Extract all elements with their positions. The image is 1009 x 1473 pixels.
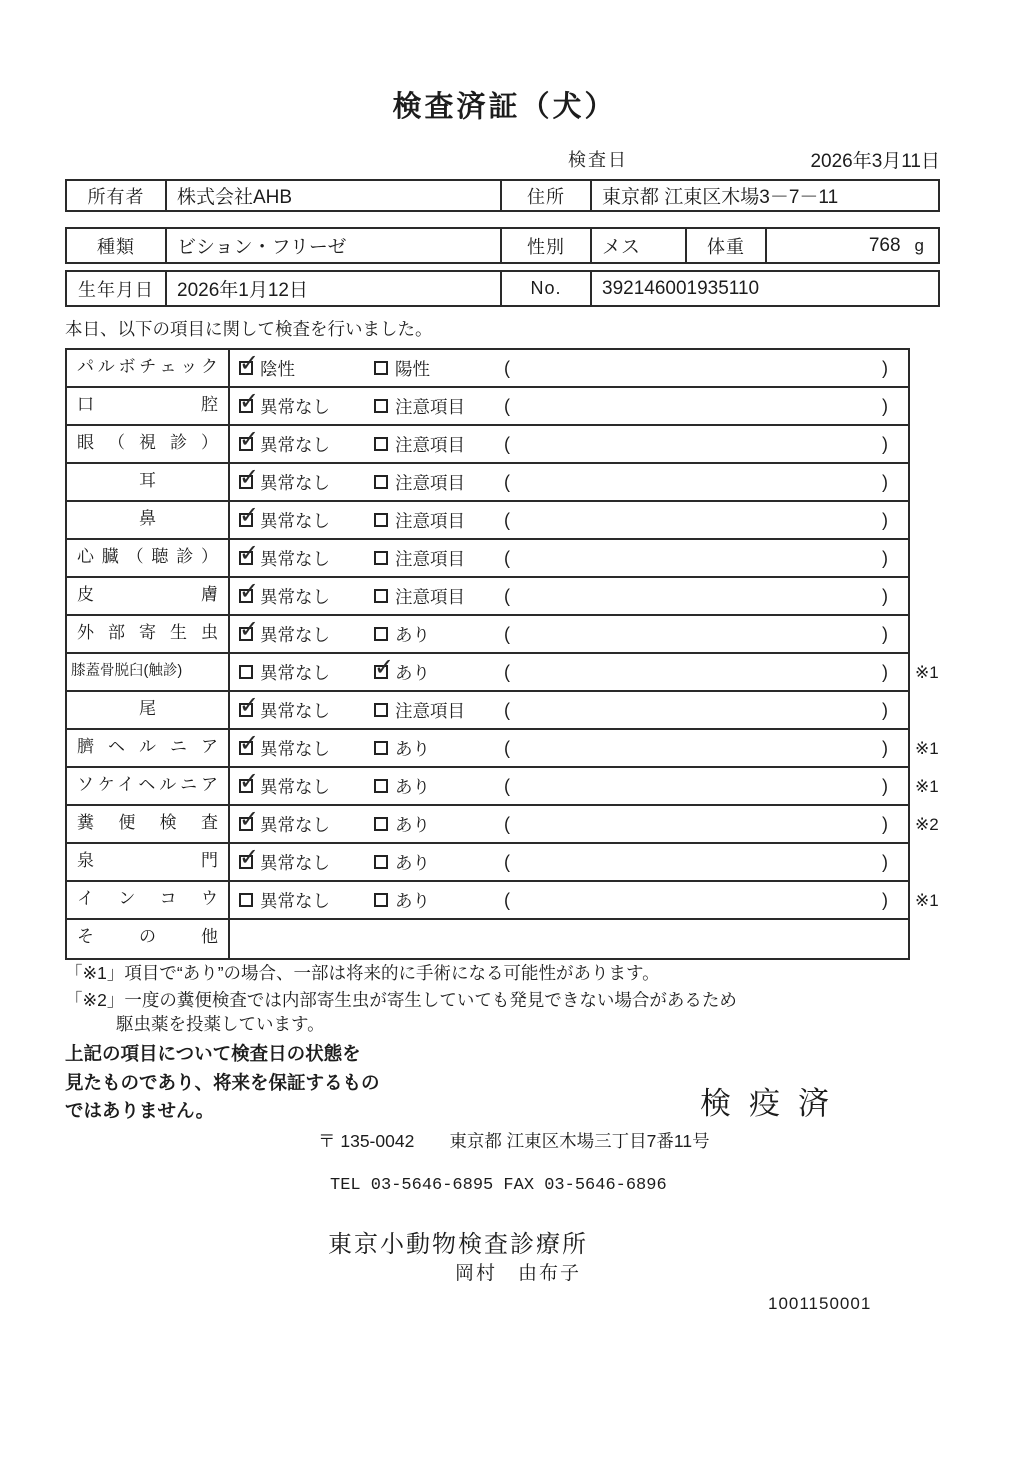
inspection-row-content: [230, 768, 908, 804]
disclaimer-line-3: ではありません。: [65, 1100, 215, 1121]
weight-cell: [767, 229, 938, 262]
inspection-item-label: 鼻: [67, 502, 230, 538]
option-2: [365, 850, 500, 875]
option-1-label: 異常なし: [260, 738, 330, 759]
checkmark-icon: ✓: [239, 540, 260, 567]
inspection-item-label: 眼（視診）: [67, 426, 230, 462]
checkbox-option-2: [374, 551, 388, 565]
inspection-item-label: 泉門: [67, 844, 230, 880]
option-1-label: 異常なし: [260, 472, 330, 493]
checkmark-icon: ✓: [374, 654, 395, 681]
option-2: [365, 736, 500, 761]
breed-row: [65, 227, 940, 264]
footnote-mark: [915, 540, 959, 578]
owner-label: 所有者: [67, 181, 167, 210]
checkmark-icon: ✓: [239, 806, 260, 833]
paren-open: (: [504, 813, 510, 834]
option-2-label: 注意項目: [395, 396, 465, 417]
owner-value: 株式会社AHB: [167, 181, 502, 210]
disclaimer-line-1: 上記の項目について検査日の状態を: [65, 1043, 361, 1064]
inspection-date-value: 2026年3月11日: [810, 151, 940, 172]
remarks-parentheses: [500, 510, 908, 531]
option-1-label: 異常なし: [260, 396, 330, 417]
option-1: [230, 660, 365, 685]
footnote-mark: [915, 578, 959, 616]
option-2-label: 注意項目: [395, 700, 465, 721]
checkmark-icon: ✓: [239, 730, 260, 757]
inspection-row-content: [230, 426, 908, 462]
checkbox-option-1: [239, 502, 260, 529]
checkmark-icon: ✓: [239, 844, 260, 871]
option-2: [365, 546, 500, 571]
option-1-label: 異常なし: [260, 624, 330, 645]
option-1-label: 異常なし: [260, 510, 330, 531]
inspection-row: [67, 502, 908, 540]
checkbox-option-1: [239, 616, 260, 643]
checkbox-option-1: [239, 540, 260, 567]
paren-close: ): [882, 775, 888, 796]
checkbox-option-2: [374, 893, 388, 907]
inspection-row-content: [230, 692, 908, 728]
inspection-item-label: その他: [67, 920, 230, 958]
inspection-date-label: 検査日: [568, 150, 628, 170]
paren-close: ): [882, 661, 888, 682]
option-2: [365, 698, 500, 723]
remarks-parentheses: [500, 548, 908, 569]
paren-close: ): [882, 547, 888, 568]
inspection-row: [67, 692, 908, 730]
inspection-item-label: 糞便検査: [67, 806, 230, 842]
checkbox-option-1: [239, 806, 260, 833]
checkbox-option-1: [239, 692, 260, 719]
inspection-row-content: [230, 540, 908, 576]
option-2-label: 注意項目: [395, 510, 465, 531]
inspection-row: [67, 388, 908, 426]
option-2: [365, 470, 500, 495]
option-2: [365, 812, 500, 837]
inspection-row: [67, 920, 908, 958]
inspection-row-content: [230, 882, 908, 918]
option-1: [230, 888, 365, 913]
inspection-row-content: [230, 616, 908, 652]
option-2: [365, 394, 500, 419]
option-1: [230, 426, 365, 457]
checkbox-option-1: [239, 426, 260, 453]
paren-close: ): [882, 737, 888, 758]
checkmark-icon: ✓: [239, 692, 260, 719]
inspection-row: [67, 616, 908, 654]
intro-text: 本日、以下の項目に関して検査を行いました。: [65, 319, 433, 339]
option-2: [365, 622, 500, 647]
paren-close: ): [882, 433, 888, 454]
paren-open: (: [504, 851, 510, 872]
option-2-label: あり: [395, 662, 430, 683]
footnote-2-continued: 駆虫薬を投薬しています。: [116, 1014, 325, 1034]
paren-close: ): [882, 889, 888, 910]
address-label: 住所: [502, 181, 592, 210]
inspection-item-label: 耳: [67, 464, 230, 500]
checkmark-icon: ✓: [239, 768, 260, 795]
inspection-row: [67, 350, 908, 388]
footnote-mark: ※1: [915, 777, 939, 796]
option-2-label: 注意項目: [395, 586, 465, 607]
remarks-parentheses: [500, 358, 908, 379]
remarks-parentheses: [500, 624, 908, 645]
footnote-mark: [915, 502, 959, 540]
checkbox-option-2: [374, 589, 388, 603]
option-1-label: 異常なし: [260, 586, 330, 607]
checkbox-option-1: [239, 350, 260, 377]
footnote-mark: [915, 350, 959, 388]
inspection-row: [67, 464, 908, 502]
inspection-row: [67, 578, 908, 616]
inspection-row-content: [230, 350, 908, 386]
birthdate-row: [65, 270, 940, 307]
checkbox-option-2: [374, 855, 388, 869]
clinic-phone: TEL 03-5646-6895 FAX 03-5646-6896: [330, 1176, 667, 1195]
option-2-label: あり: [395, 738, 430, 759]
inspection-item-label: 臍ヘルニア: [67, 730, 230, 766]
inspection-row: [67, 426, 908, 464]
remarks-parentheses: [500, 586, 908, 607]
checkbox-option-2: [374, 741, 388, 755]
footnote-mark: ※1: [915, 891, 939, 910]
option-1-label: 異常なし: [260, 890, 330, 911]
checkbox-option-1: [239, 388, 260, 415]
option-1: [230, 350, 365, 381]
option-1: [230, 616, 365, 647]
remarks-parentheses: [500, 814, 908, 835]
checkbox-option-1: [239, 844, 260, 871]
paren-open: (: [504, 395, 510, 416]
inspection-table: [65, 348, 939, 960]
paren-close: ): [882, 471, 888, 492]
weight-value: 768: [868, 234, 901, 256]
option-2-label: 陽性: [395, 358, 430, 379]
remarks-parentheses: [500, 396, 908, 417]
option-2-label: あり: [395, 624, 430, 645]
option-2-label: 注意項目: [395, 472, 465, 493]
option-1: [230, 806, 365, 837]
paren-close: ): [882, 585, 888, 606]
inspection-row: [67, 654, 939, 692]
option-2-label: あり: [395, 890, 430, 911]
checkbox-option-2: [374, 475, 388, 489]
inspection-row: [67, 844, 908, 882]
checkbox-option-2: [374, 817, 388, 831]
option-1-label: 異常なし: [260, 548, 330, 569]
inspection-row-content: [230, 806, 908, 842]
paren-open: (: [504, 547, 510, 568]
option-1-label: 異常なし: [260, 852, 330, 873]
inspection-row-content: [230, 578, 908, 614]
option-1: [230, 692, 365, 723]
paren-close: ): [882, 509, 888, 530]
option-1-label: 陰性: [260, 358, 295, 379]
remarks-parentheses: [500, 776, 908, 797]
option-1: [230, 502, 365, 533]
inspection-row-content: [230, 730, 908, 766]
inspection-row: [67, 882, 939, 920]
option-2: [365, 432, 500, 457]
paren-close: ): [882, 851, 888, 872]
checkbox-option-1: [239, 893, 253, 907]
footnote-mark: [915, 426, 959, 464]
checkbox-option-1: [239, 730, 260, 757]
option-2-label: あり: [395, 852, 430, 873]
remarks-parentheses: [500, 700, 908, 721]
paren-close: ): [882, 395, 888, 416]
number-label: No.: [502, 272, 592, 305]
option-1-label: 異常なし: [260, 434, 330, 455]
option-1: [230, 578, 365, 609]
option-1: [230, 768, 365, 799]
remarks-parentheses: [500, 890, 908, 911]
paren-open: (: [504, 509, 510, 530]
footnote-mark: [915, 388, 959, 426]
inspection-item-label: インコウ: [67, 882, 230, 918]
remarks-parentheses: [500, 852, 908, 873]
checkbox-option-2: [374, 703, 388, 717]
paren-close: ): [882, 623, 888, 644]
inspection-item-label: 口腔: [67, 388, 230, 424]
option-2-label: あり: [395, 776, 430, 797]
option-2-label: 注意項目: [395, 434, 465, 455]
remarks-parentheses: [500, 738, 908, 759]
option-1-label: 異常なし: [260, 814, 330, 835]
quarantine-stamp: 検疫済: [700, 1086, 847, 1121]
veterinarian-name: 岡村 由布子: [455, 1263, 582, 1284]
option-2-label: あり: [395, 814, 430, 835]
checkbox-option-2: [374, 654, 395, 681]
checkmark-icon: ✓: [239, 502, 260, 529]
option-2: [365, 774, 500, 799]
checkbox-option-2: [374, 513, 388, 527]
paren-close: ): [882, 813, 888, 834]
option-2: [365, 654, 500, 685]
footnote-mark: [915, 920, 959, 958]
checkmark-icon: ✓: [239, 464, 260, 491]
inspection-row-content: [230, 844, 908, 880]
option-1: [230, 730, 365, 761]
option-1-label: 異常なし: [260, 776, 330, 797]
option-1-label: 異常なし: [260, 662, 330, 683]
inspection-row-content: [230, 502, 908, 538]
footnote-2: 「※2」一度の糞便検査では内部寄生虫が寄生していても発見できない場合があるため: [65, 990, 737, 1010]
inspection-row-content: [230, 388, 908, 424]
checkbox-option-1: [239, 578, 260, 605]
checkbox-option-2: [374, 627, 388, 641]
paren-open: (: [504, 775, 510, 796]
checkmark-icon: ✓: [239, 388, 260, 415]
serial-number: 1001150001: [768, 1294, 872, 1313]
sex-label: 性別: [502, 229, 592, 262]
remarks-parentheses: [500, 662, 908, 683]
checkmark-icon: ✓: [239, 616, 260, 643]
checkbox-option-1: [239, 665, 253, 679]
option-1: [230, 388, 365, 419]
clinic-address: 〒 135-0042 東京都 江東区木場三丁目7番11号: [318, 1131, 710, 1151]
weight-label: 体重: [687, 229, 767, 262]
paren-open: (: [504, 737, 510, 758]
option-2: [365, 888, 500, 913]
inspection-row: [67, 730, 939, 768]
inspection-item-label: 尾: [67, 692, 230, 728]
sex-value: メス: [592, 229, 687, 262]
checkmark-icon: ✓: [239, 350, 260, 377]
inspection-row-content: [230, 464, 908, 500]
footnote-mark: ※1: [915, 663, 939, 682]
option-1: [230, 844, 365, 875]
breed-label: 種類: [67, 229, 167, 262]
paren-close: ): [882, 699, 888, 720]
remarks-parentheses: [500, 472, 908, 493]
footnote-mark: [915, 616, 959, 654]
inspection-item-label: パルボチェック: [67, 350, 230, 386]
paren-open: (: [504, 433, 510, 454]
clinic-name: 東京小動物検査診療所: [328, 1231, 588, 1258]
inspection-item-label: 心臓（聴診）: [67, 540, 230, 576]
paren-close: ): [882, 357, 888, 378]
option-2: [365, 584, 500, 609]
birthdate-value: 2026年1月12日: [167, 272, 502, 305]
remarks-parentheses: [500, 434, 908, 455]
paren-open: (: [504, 471, 510, 492]
owner-row: [65, 179, 940, 212]
birthdate-label: 生年月日: [67, 272, 167, 305]
inspection-item-label: 膝蓋骨脱臼(触診): [67, 654, 230, 690]
option-1: [230, 540, 365, 571]
inspection-row: [67, 768, 939, 806]
checkbox-option-1: [239, 464, 260, 491]
inspection-row-content: [230, 654, 908, 690]
option-1-label: 異常なし: [260, 700, 330, 721]
breed-value: ビション・フリーゼ: [167, 229, 502, 262]
inspection-row: [67, 806, 939, 844]
checkbox-option-2: [374, 779, 388, 793]
disclaimer-text: [65, 1040, 380, 1126]
option-2: [365, 356, 500, 381]
checkmark-icon: ✓: [239, 578, 260, 605]
checkbox-option-1: [239, 768, 260, 795]
footnote-1: 「※1」項目で“あり”の場合、一部は将来的に手術になる可能性があります。: [65, 963, 660, 983]
inspection-item-label: 皮膚: [67, 578, 230, 614]
paren-open: (: [504, 357, 510, 378]
option-2: [365, 508, 500, 533]
checkbox-option-2: [374, 361, 388, 375]
footnote-mark: ※2: [915, 815, 939, 834]
option-2-label: 注意項目: [395, 548, 465, 569]
document-title: 検査済証（犬）: [392, 91, 617, 123]
paren-open: (: [504, 585, 510, 606]
paren-open: (: [504, 623, 510, 644]
number-value: 392146001935110: [602, 277, 760, 299]
checkbox-option-2: [374, 399, 388, 413]
address-value: 東京都 江東区木場3－7－11: [602, 187, 839, 208]
checkmark-icon: ✓: [239, 426, 260, 453]
option-1: [230, 464, 365, 495]
paren-open: (: [504, 699, 510, 720]
checkbox-option-2: [374, 437, 388, 451]
weight-unit: g: [914, 235, 924, 255]
inspection-row: [67, 540, 908, 578]
paren-open: (: [504, 889, 510, 910]
footnote-mark: [915, 464, 959, 502]
footnote-mark: [915, 692, 959, 730]
inspection-row-content: [230, 920, 908, 958]
inspection-item-label: 外部寄生虫: [67, 616, 230, 652]
paren-open: (: [504, 661, 510, 682]
footnote-mark: [915, 844, 959, 882]
disclaimer-line-2: 見たものであり、将来を保証するもの: [65, 1071, 380, 1093]
footnote-mark: ※1: [915, 739, 939, 758]
inspection-item-label: ソケイヘルニア: [67, 768, 230, 804]
